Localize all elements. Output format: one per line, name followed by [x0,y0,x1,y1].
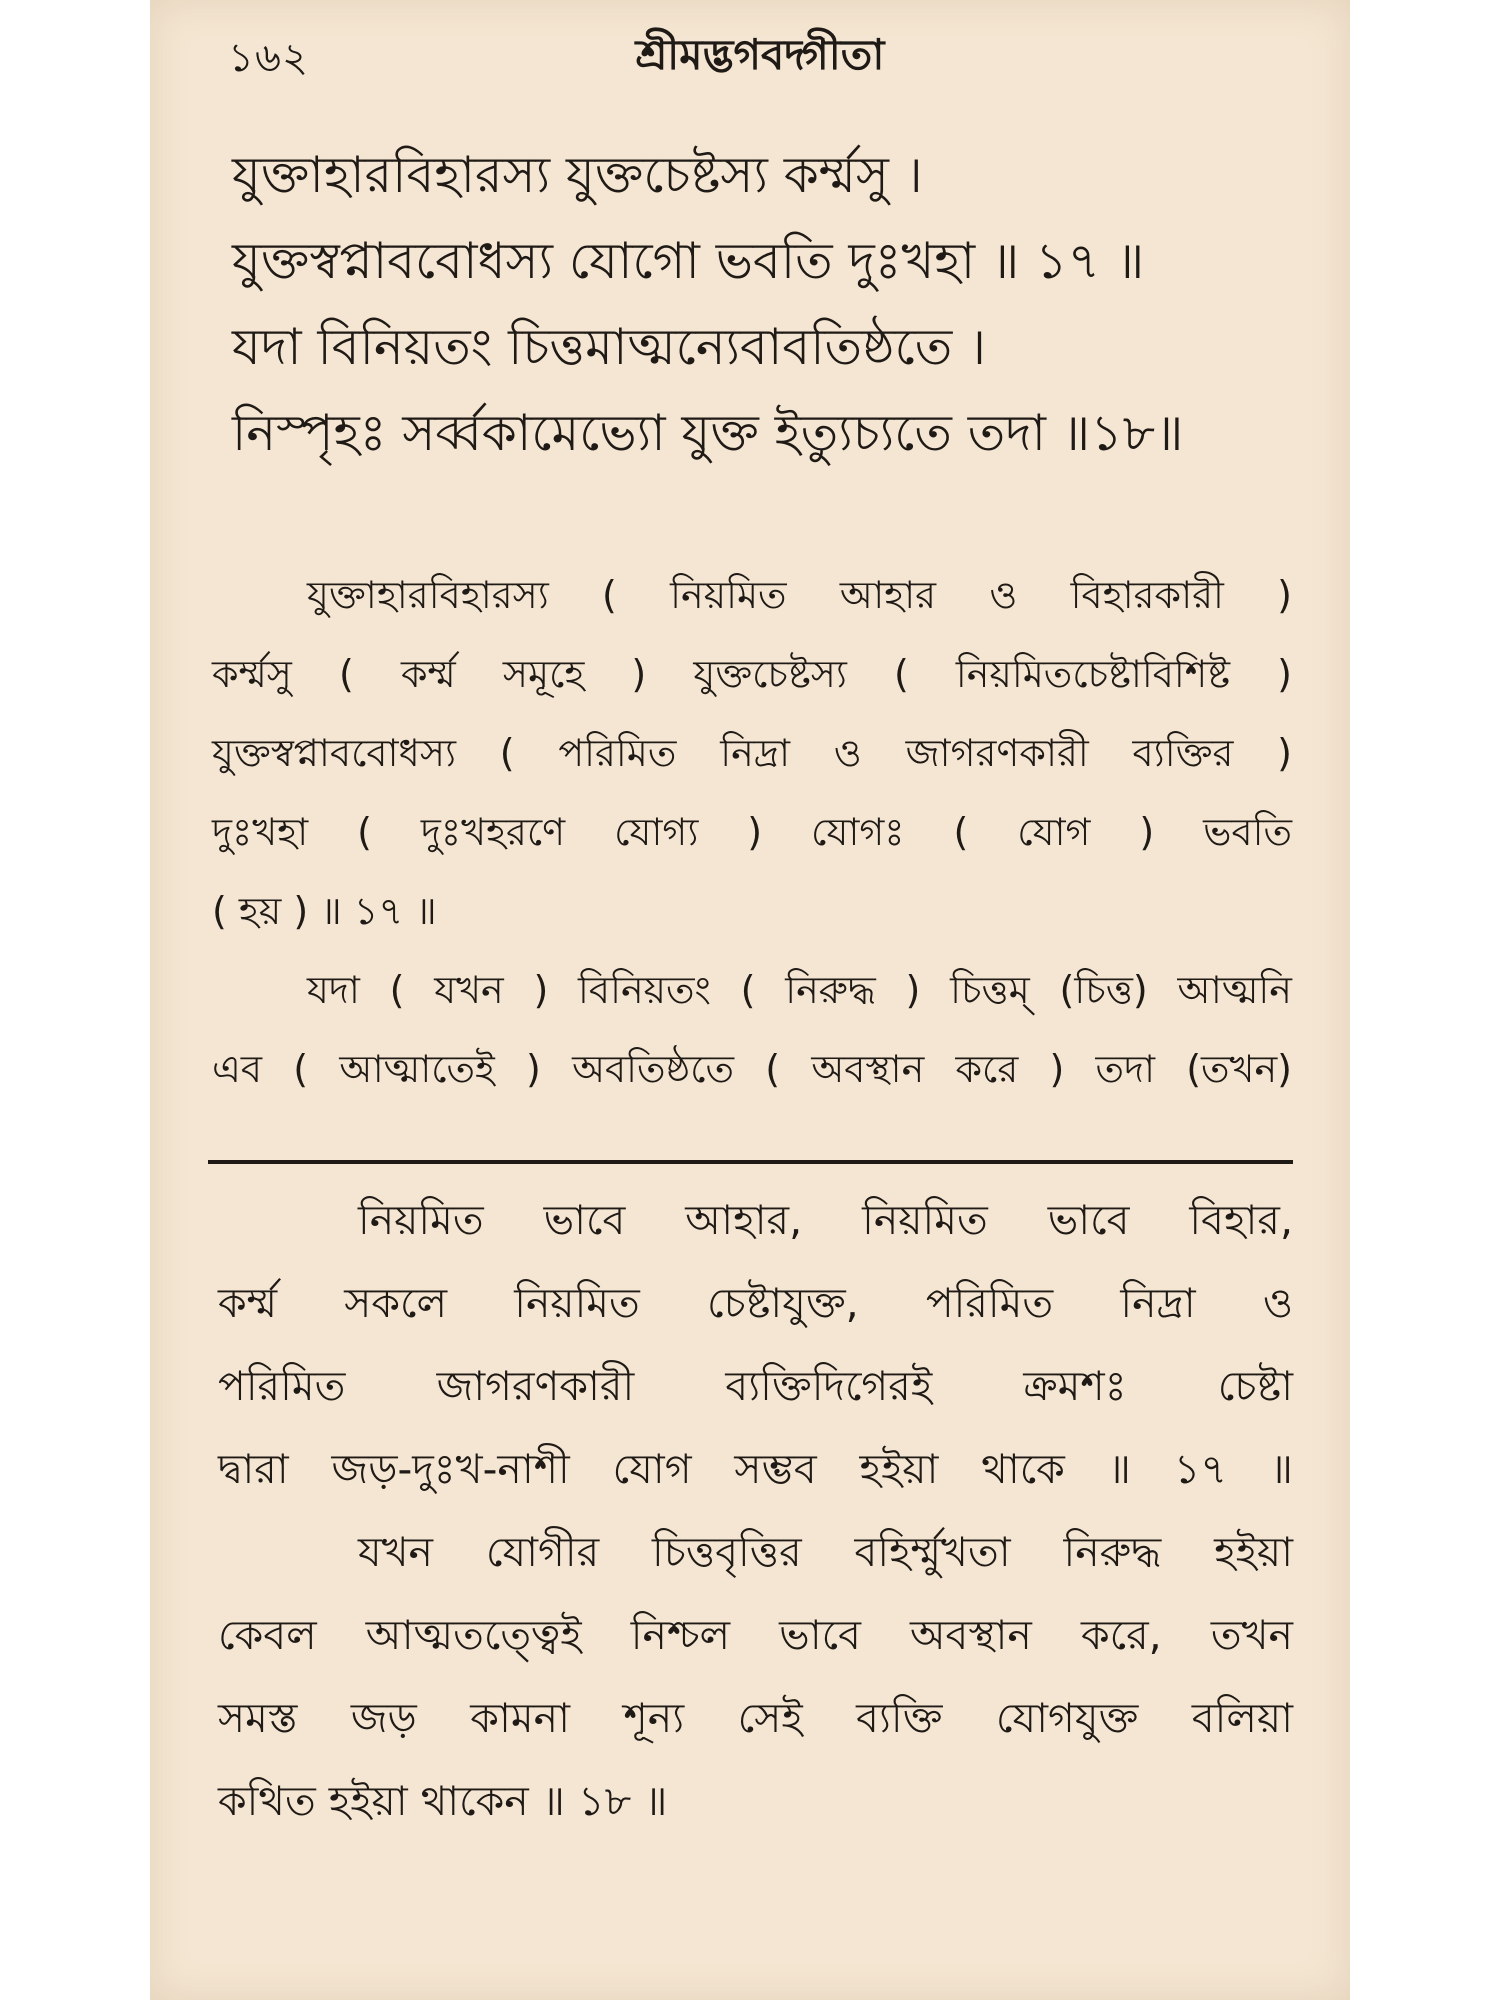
word-meaning-line: ( হয় ) ॥ ১৭ ॥ [212,889,437,933]
translation-line: পরিমিত জাগরণকারী ব্যক্তিদিগেরই ক্রমশঃ চেষ্টা [218,1362,1293,1410]
verse-line: যদা বিনিয়তং চিত্তমাত্মন্যেবাবতিষ্ঠতে । [232,318,986,376]
word-meaning-line: যুক্তাহারবিহারস্য ( নিয়মিত আহার ও বিহারকারী ) [307,573,1292,617]
section-divider [208,1160,1293,1164]
translation-section [218,1195,1293,1859]
translation-line: যখন যোগীর চিত্তবৃত্তির বহির্ম্মুখতা নিরুদ্ধ হইয়া [358,1528,1293,1576]
verse-line: যুক্তস্বপ্নাববোধস্য যোগো ভবতি দুঃখহা ॥ ১৭ ॥ [232,232,1145,290]
word-meaning-line: যুক্তস্বপ্নাববোধস্য ( পরিমিত নিদ্রা ও জাগরণকারী ব্যক্তির ) [212,731,1292,775]
word-meaning-line: এব ( আত্মাতেই ) অবতিষ্ঠতে ( অবস্থান করে ) তদা (তখন) [212,1047,1292,1091]
translation-line: নিয়মিত ভাবে আহার, নিয়মিত ভাবে বিহার, [358,1196,1293,1244]
translation-line: সমস্ত জড় কামনা শূন্য সেই ব্যক্তি যোগযুক্ত বলিয়া [218,1694,1293,1742]
sanskrit-verses [232,145,1292,489]
word-meaning-line: যদা ( যখন ) বিনিয়তং ( নিরুদ্ধ ) চিত্তম্ (চিত্ত) আত্মনি [307,968,1292,1012]
word-meaning-section [212,572,1292,1125]
translation-line: কেবল আত্মতত্ত্বেই নিশ্চল ভাবে অবস্থান করে, তখন [218,1611,1293,1659]
page-number: ১৬২ [228,35,309,81]
translation-line: কথিত হইয়া থাকেন ॥ ১৮ ॥ [218,1777,668,1825]
page-header [150,18,1350,81]
book-page [150,0,1350,2000]
word-meaning-line: কর্ম্মসু ( কর্ম্ম সমূহে ) যুক্তচেষ্টস্য ( নিয়মিতচেষ্টাবিশিষ্ট ) [212,652,1292,696]
verse-line: যুক্তাহারবিহারস্য যুক্তচেষ্টস্য কর্ম্মসু । [232,146,923,204]
verse-line: নিস্পৃহঃ সর্ব্বকামেভ্যো যুক্ত ইত্যুচ্যতে তদা ॥১৮॥ [232,404,1184,462]
running-title: শ্রীমদ্ভগবদ্গীতা [635,30,885,79]
translation-line: কর্ম্ম সকলে নিয়মিত চেষ্টাযুক্ত, পরিমিত নিদ্রা ও [218,1279,1293,1327]
word-meaning-line: দুঃখহা ( দুঃখহরণে যোগ্য ) যোগঃ ( যোগ ) ভবতি [212,810,1292,854]
translation-line: দ্বারা জড়-দুঃখ-নাশী যোগ সম্ভব হইয়া থাকে ॥ ১৭ ॥ [218,1445,1293,1493]
